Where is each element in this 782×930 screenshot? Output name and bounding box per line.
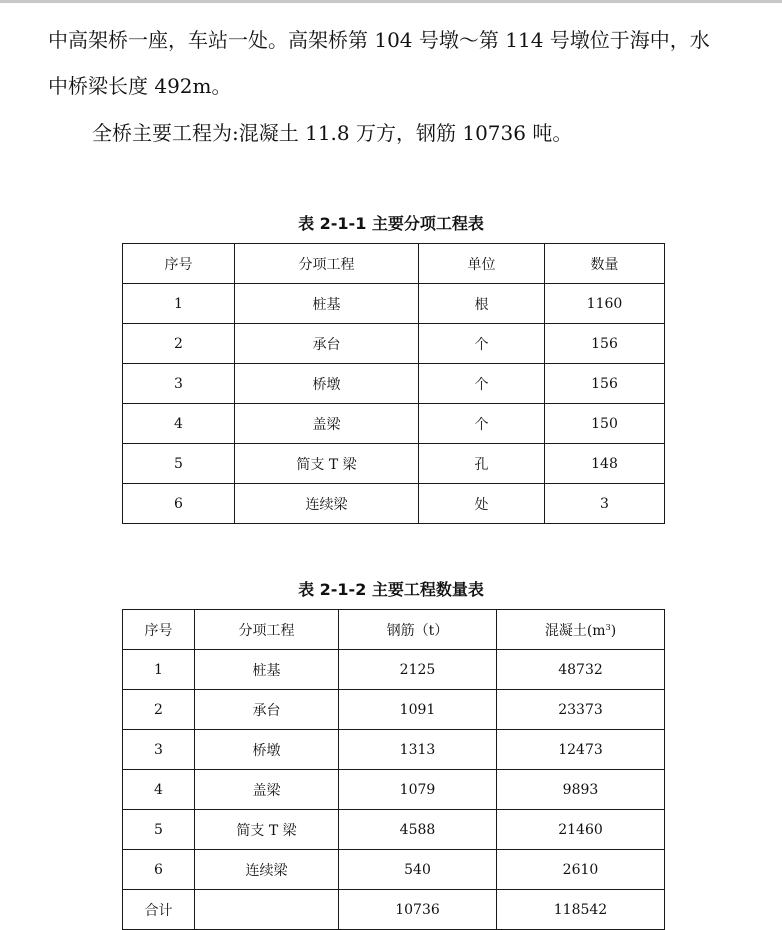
table-cell: 1160	[545, 284, 665, 324]
table-cell: 承台	[195, 690, 339, 730]
table-cell: 承台	[235, 324, 419, 364]
table-cell: 48732	[497, 650, 665, 690]
table1-header-cell: 数量	[545, 244, 665, 284]
table-cell: 156	[545, 324, 665, 364]
table-cell: 连续梁	[235, 484, 419, 524]
table-cell: 3	[123, 364, 235, 404]
table-cell: 10736	[339, 890, 497, 930]
table-cell: 2	[123, 324, 235, 364]
table-cell: 桩基	[195, 650, 339, 690]
table-cell: 个	[419, 364, 545, 404]
table1-header-cell: 序号	[123, 244, 235, 284]
table-cell: 150	[545, 404, 665, 444]
table-cell: 1313	[339, 730, 497, 770]
table-cell: 连续梁	[195, 850, 339, 890]
table-cell: 孔	[419, 444, 545, 484]
table-row	[123, 364, 665, 404]
table-cell: 1079	[339, 770, 497, 810]
table-cell: 21460	[497, 810, 665, 850]
table1-caption: 表 2-1-1 主要分项工程表	[298, 214, 484, 233]
table-cell: 23373	[497, 690, 665, 730]
table-row	[123, 730, 665, 770]
table2-header-cell-concrete	[497, 610, 665, 650]
table-cell: 简支 T 梁	[235, 444, 419, 484]
table-cell: 个	[419, 404, 545, 444]
concrete-header-close: )	[610, 622, 617, 639]
table-cell: 2125	[339, 650, 497, 690]
table-row	[123, 770, 665, 810]
table1-header-cell: 单位	[419, 244, 545, 284]
table-cell: 540	[339, 850, 497, 890]
table-row	[123, 404, 665, 444]
table-cell	[195, 890, 339, 930]
body-text-line-1: 中高架桥一座，车站一处。高架桥第 104 号墩～第 114 号墩位于海中，水	[48, 28, 710, 52]
body-text-line-3: 全桥主要工程为:混凝土 11.8 万方，钢筋 10736 吨。	[92, 121, 573, 145]
table-row	[123, 444, 665, 484]
table-row	[123, 850, 665, 890]
table-row	[123, 324, 665, 364]
table-cell: 合计	[123, 890, 195, 930]
table-row	[123, 810, 665, 850]
table-cell: 盖梁	[235, 404, 419, 444]
table-cell: 桩基	[235, 284, 419, 324]
table-cell: 5	[123, 444, 235, 484]
table-cell: 12473	[497, 730, 665, 770]
body-text-line-2: 中桥梁长度 492m。	[48, 74, 232, 98]
table-cell: 3	[545, 484, 665, 524]
table-cell: 简支 T 梁	[195, 810, 339, 850]
unit-superscript: 3	[605, 622, 611, 632]
table-cell: 1	[123, 284, 235, 324]
table2-header-cell: 钢筋（t）	[339, 610, 497, 650]
table-cell: 1091	[339, 690, 497, 730]
table2-header-cell: 序号	[123, 610, 195, 650]
table-cell: 2610	[497, 850, 665, 890]
page-top-rule	[0, 0, 782, 3]
table-cell: 盖梁	[195, 770, 339, 810]
table-row	[123, 484, 665, 524]
table-cell: 4588	[339, 810, 497, 850]
concrete-header-label: 混凝土(m	[544, 622, 606, 639]
table-cell: 6	[123, 850, 195, 890]
table-cell: 2	[123, 690, 195, 730]
table-row	[123, 690, 665, 730]
table1-header-row	[123, 244, 665, 284]
table-main-quantities	[122, 609, 665, 930]
table-row	[123, 284, 665, 324]
table-cell: 9893	[497, 770, 665, 810]
table-cell: 处	[419, 484, 545, 524]
table-cell: 1	[123, 650, 195, 690]
table2-header-cell: 分项工程	[195, 610, 339, 650]
table-cell: 桥墩	[235, 364, 419, 404]
table2-caption: 表 2-1-2 主要工程数量表	[298, 580, 484, 599]
table-row	[123, 650, 665, 690]
table-cell: 118542	[497, 890, 665, 930]
table-cell: 3	[123, 730, 195, 770]
table-cell: 根	[419, 284, 545, 324]
table-cell: 4	[123, 770, 195, 810]
table-cell: 4	[123, 404, 235, 444]
table-cell: 148	[545, 444, 665, 484]
table-total-row	[123, 890, 665, 930]
table-main-items	[122, 243, 665, 524]
table-cell: 桥墩	[195, 730, 339, 770]
table1-header-cell: 分项工程	[235, 244, 419, 284]
table-cell: 5	[123, 810, 195, 850]
table-cell: 156	[545, 364, 665, 404]
table-cell: 个	[419, 324, 545, 364]
table-cell: 6	[123, 484, 235, 524]
table2-header-row	[123, 610, 665, 650]
